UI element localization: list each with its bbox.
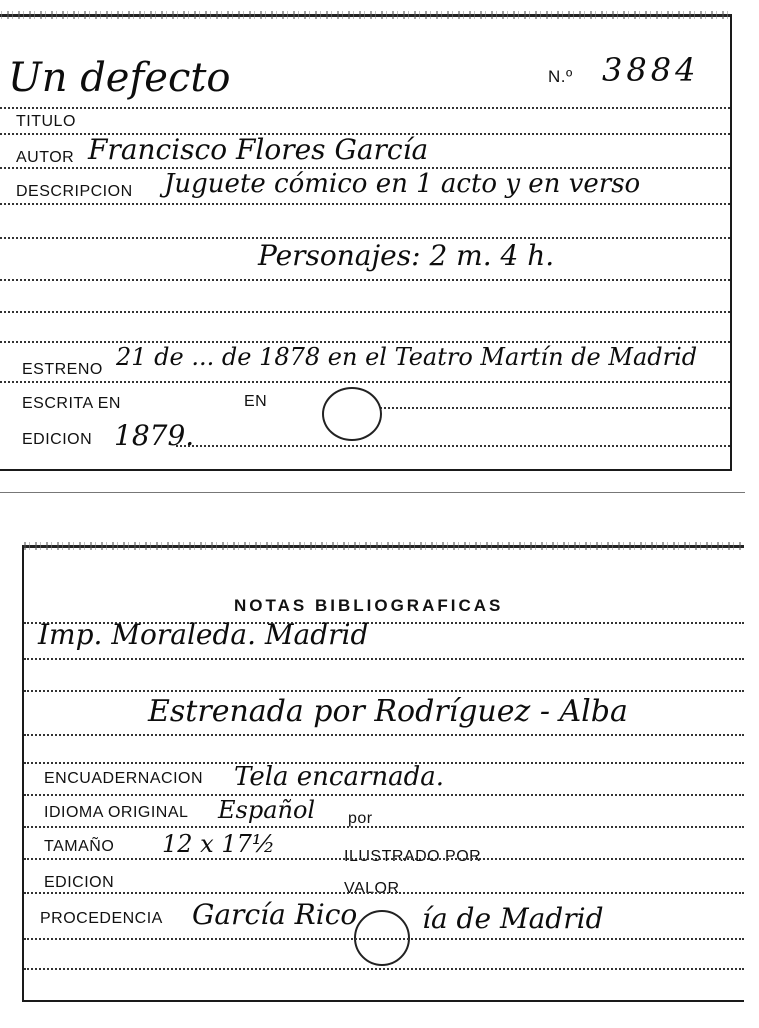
- por-label: por: [348, 810, 373, 827]
- catalog-card-back: [22, 545, 744, 1002]
- escrita-label: ESCRITA EN: [22, 395, 121, 412]
- ilustrado-label: ILUSTRADO POR: [344, 848, 482, 865]
- binding-handwriting: Tela encarnada.: [234, 762, 445, 792]
- rule-line: [24, 658, 744, 660]
- rule-line: [176, 445, 730, 447]
- language-handwriting: Español: [218, 796, 316, 824]
- hole-punch-mark: [322, 387, 382, 441]
- catalog-card-front: [0, 14, 732, 471]
- rule-line: [24, 938, 744, 940]
- en-label: EN: [244, 393, 268, 410]
- rule-line: [0, 279, 730, 281]
- rule-line: [24, 690, 744, 692]
- bibliographic-notes-heading: NOTAS BIBLIOGRAFICAS: [234, 596, 504, 615]
- card-top-edge-texture: [24, 542, 744, 550]
- estreno-label: ESTRENO: [22, 361, 103, 378]
- rule-line: [0, 381, 730, 383]
- autor-label: AUTOR: [16, 149, 75, 166]
- card-top-edge-texture: [0, 11, 730, 19]
- tamano-label: TAMAÑO: [44, 838, 115, 855]
- encuadernacion-label: ENCUADERNACION: [44, 770, 204, 787]
- title-handwriting: Un defecto: [8, 55, 231, 101]
- rule-line: [24, 826, 744, 828]
- valor-label: VALOR: [344, 880, 400, 897]
- rule-line: [0, 107, 730, 109]
- rule-line: [24, 858, 744, 860]
- edicion-label-back: EDICION: [44, 874, 115, 891]
- rule-line: [24, 794, 744, 796]
- author-handwriting: Francisco Flores García: [88, 133, 429, 166]
- printer-handwriting: Imp. Moraleda. Madrid: [38, 618, 369, 651]
- rule-line: [24, 734, 744, 736]
- premiere-handwriting: 21 de ... de 1878 en el Teatro Martín de Madrid: [116, 343, 698, 371]
- card-separator: [0, 492, 745, 493]
- descripcion-label: DESCRIPCION: [16, 183, 133, 200]
- rule-line: [376, 407, 730, 409]
- provenance-handwriting: García Rico: [192, 898, 358, 931]
- description-handwriting: Juguete cómico en 1 acto y en verso: [164, 169, 641, 199]
- characters-handwriting: Personajes: 2 m. 4 h.: [258, 239, 555, 272]
- rule-line: [24, 968, 744, 970]
- edition-handwriting: 1879.: [114, 419, 195, 452]
- rule-line: [24, 892, 744, 894]
- rule-line: [0, 203, 730, 205]
- rule-line: [0, 311, 730, 313]
- titulo-label: TITULO: [16, 113, 76, 130]
- premiered-by-handwriting: Estrenada por Rodríguez - Alba: [148, 694, 628, 729]
- card-number: 3884: [602, 51, 700, 89]
- idioma-label: IDIOMA ORIGINAL: [44, 804, 189, 821]
- procedencia-label: PROCEDENCIA: [40, 910, 163, 927]
- edicion-label: EDICION: [22, 431, 93, 448]
- number-label: N.º: [548, 67, 573, 86]
- size-handwriting: 12 x 17½: [162, 830, 276, 858]
- provenance-handwriting-cont: ía de Madrid: [422, 902, 604, 935]
